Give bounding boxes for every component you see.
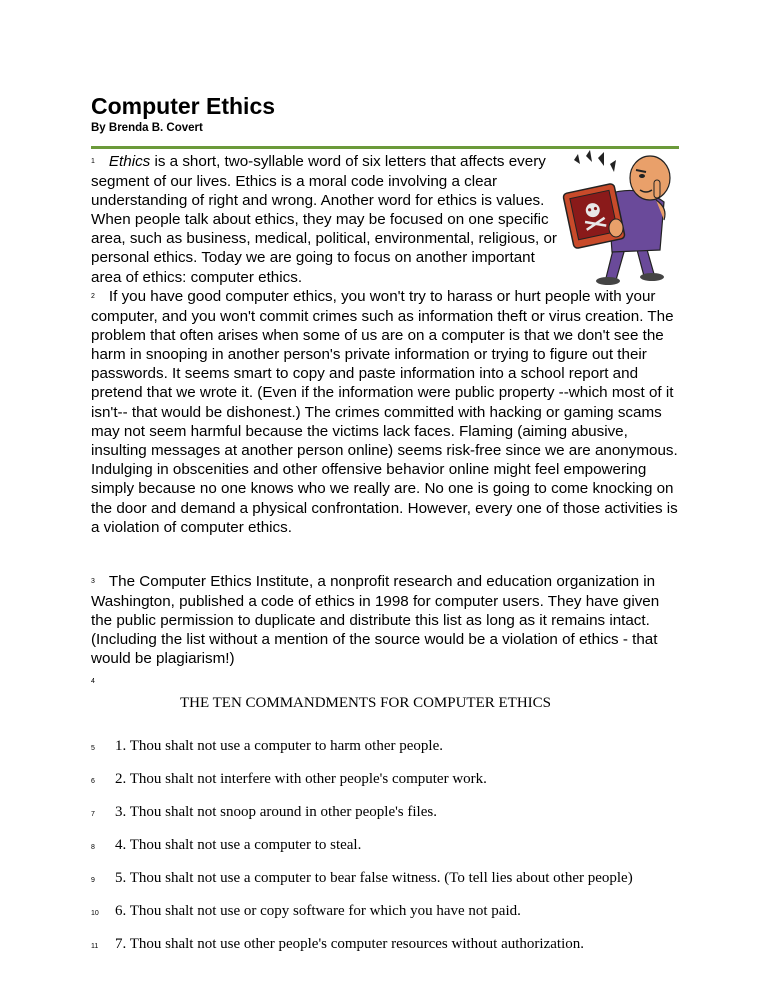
commandment-text: 7. Thou shalt not use other people's computer resources without authorization. <box>115 936 584 952</box>
paragraph-text: The Computer Ethics Institute, a nonprofit research and education organization in Washington, published a code of ethics in 1998 for computer users. They have given the public permission to duplicate and distribute this list as long as it remains intact. (Including the list without a mention of the source would be a violation of ethics - that would be plagiarism!) <box>91 573 660 668</box>
paragraph-1 <box>91 152 557 287</box>
commandment-text: 1. Thou shalt not use a computer to harm other people. <box>115 738 443 754</box>
paragraph-number: 10 <box>91 910 99 917</box>
commandment-text: 5. Thou shalt not use a computer to bear false witness. (To tell lies about other people) <box>115 870 633 886</box>
paragraph-text: is a short, two-syllable word of six letters that affects every segment of our lives. Ethics is a moral code involving a clear understanding of right and wrong. Another word for ethics is values. When people talk about ethics, they may be focused on one specific area, such as business, medical, political, environmental, religious, or personal ethics. Today we are going to focus on another important area of ethics: computer ethics. <box>91 153 557 286</box>
paragraph-number: 1 <box>91 158 95 166</box>
byline: By Brenda B. Covert <box>91 122 203 134</box>
commandment-text: 6. Thou shalt not use or copy software for which you have not paid. <box>115 903 521 919</box>
paragraph-number: 4 <box>91 678 95 685</box>
commandment-text: 3. Thou shalt not snoop around in other people's files. <box>115 804 437 820</box>
paragraph-number: 8 <box>91 844 95 851</box>
title-divider <box>91 146 679 149</box>
paragraph-number: 7 <box>91 811 95 818</box>
commandment-text: 4. Thou shalt not use a computer to steal. <box>115 837 362 853</box>
commandments-heading: THE TEN COMMANDMENTS FOR COMPUTER ETHICS <box>180 695 552 711</box>
hacker-with-computer-icon <box>556 150 686 285</box>
paragraph-number: 3 <box>91 578 95 586</box>
page-title: Computer Ethics <box>91 93 276 119</box>
paragraph-text: If you have good computer ethics, you won't try to harass or hurt people with your computer, and you won't commit crimes such as information theft or virus creation. The problem that often arises when some of us are on a computer is that we don't see the harm in snooping in another person's private information or trying to figure out their passwords. It seems smart to copy and paste information into a school report and pretend that we wrote it. (Even if the information were public property --which most of it isn't-- that would be dishonest.) The crimes committed with hacking or gaming scams may not seem harmful because the victims lack faces. Flaming (aiming abusive, insulting messages at another person online) seems risk-free since we are anonymous. Indulging in obscenities and other offensive behavior online might feel empowering simply because no one knows who we really are. No one is going to come knocking on the door and demand a physical confrontation. However, every one of those activities is a violation of computer ethics. <box>91 288 678 536</box>
paragraph-number: 6 <box>91 778 95 785</box>
paragraph-number: 11 <box>91 943 99 950</box>
paragraph-lead-word: Ethics <box>108 153 151 170</box>
paragraph-number: 2 <box>91 293 95 301</box>
commandment-text: 2. Thou shalt not interfere with other people's computer work. <box>115 771 487 787</box>
paragraph-2 <box>91 287 683 537</box>
paragraph-number: 9 <box>91 877 95 884</box>
paragraph-number: 5 <box>91 745 95 752</box>
paragraph-3 <box>91 572 683 668</box>
